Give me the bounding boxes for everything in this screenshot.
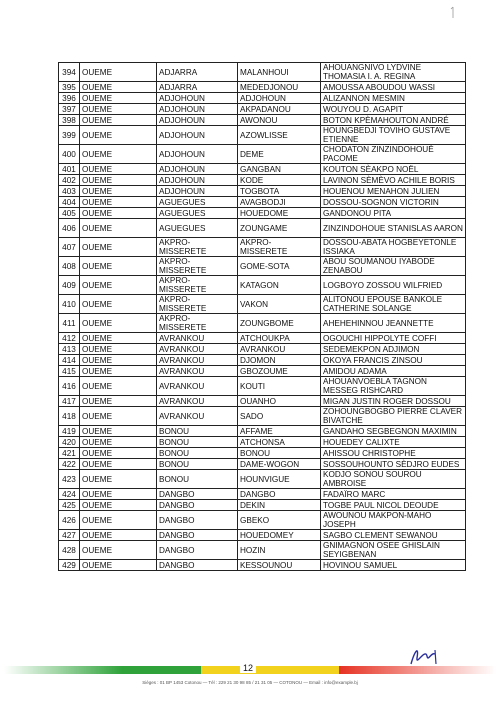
- beneficiary-name-cell: AMIDOU ADAMA: [321, 366, 466, 377]
- commune-cell: ADJOHOUN: [157, 104, 238, 115]
- beneficiary-name-cell: MIGAN JUSTIN ROGER DOSSOU: [321, 396, 466, 407]
- department-cell: OUEME: [80, 344, 157, 355]
- commune-cell: BONOU: [157, 448, 238, 459]
- village-cell: ATCHONSA: [238, 437, 321, 448]
- beneficiary-name-cell: LAVINON SÈMÈVO ACHILE BORIS: [321, 175, 466, 186]
- commune-cell: AKPRO-MISSERETE: [157, 238, 238, 257]
- commune-cell: ADJOHOUN: [157, 186, 238, 197]
- village-cell: AWONOU: [238, 115, 321, 126]
- table-row: [59, 333, 466, 344]
- commune-cell: ADJARRA: [157, 63, 238, 82]
- row-number-cell: 414: [59, 355, 80, 366]
- beneficiary-name-cell: AHISSOU CHRISTOPHE: [321, 448, 466, 459]
- department-cell: OUEME: [80, 145, 157, 164]
- table-row: [59, 208, 466, 219]
- department-cell: OUEME: [80, 238, 157, 257]
- beneficiary-name-cell: SEDEMEKPON ADJIMON: [321, 344, 466, 355]
- table-row: [59, 314, 466, 333]
- table-row: [59, 470, 466, 489]
- commune-cell: DANGBO: [157, 489, 238, 500]
- village-cell: GBOZOUME: [238, 366, 321, 377]
- table-row: [59, 355, 466, 366]
- department-cell: OUEME: [80, 511, 157, 530]
- row-number-cell: 404: [59, 197, 80, 208]
- beneficiary-name-cell: CHODATON ZINZINDOHOUÉ PACOME: [321, 145, 466, 164]
- village-cell: GOME-SOTA: [238, 257, 321, 276]
- department-cell: OUEME: [80, 115, 157, 126]
- village-cell: ZOUNGBOME: [238, 314, 321, 333]
- commune-cell: AGUEGUES: [157, 208, 238, 219]
- table-row: [59, 164, 466, 175]
- department-cell: OUEME: [80, 276, 157, 295]
- commune-cell: DANGBO: [157, 560, 238, 571]
- beneficiary-name-cell: TOGBE PAUL NICOL DEOUDE: [321, 500, 466, 511]
- table-row: [59, 63, 466, 82]
- beneficiary-name-cell: FADAÏRO MARC: [321, 489, 466, 500]
- village-cell: KOUTI: [238, 377, 321, 396]
- table-row: [59, 104, 466, 115]
- commune-cell: ADJOHOUN: [157, 115, 238, 126]
- table-row: [59, 560, 466, 571]
- village-cell: SADO: [238, 407, 321, 426]
- department-cell: OUEME: [80, 175, 157, 186]
- commune-cell: ADJOHOUN: [157, 145, 238, 164]
- commune-cell: DANGBO: [157, 511, 238, 530]
- beneficiary-name-cell: AHOUANVOEBLA TAGNON MESSEG RISHCARD: [321, 377, 466, 396]
- row-number-cell: 427: [59, 530, 80, 541]
- table-row: [59, 366, 466, 377]
- beneficiary-name-cell: KODJO SONOU SOUROU AMBROISE: [321, 470, 466, 489]
- beneficiary-name-cell: HOVINOU SAMUEL: [321, 560, 466, 571]
- beneficiary-name-cell: AHEHEHINNOU JEANNETTE: [321, 314, 466, 333]
- village-cell: BONOU: [238, 448, 321, 459]
- department-cell: OUEME: [80, 470, 157, 489]
- beneficiary-table: [58, 62, 466, 571]
- commune-cell: AVRANKOU: [157, 355, 238, 366]
- commune-cell: BONOU: [157, 470, 238, 489]
- department-cell: OUEME: [80, 219, 157, 238]
- village-cell: KESSOUNOU: [238, 560, 321, 571]
- table-row: [59, 175, 466, 186]
- row-number-cell: 429: [59, 560, 80, 571]
- commune-cell: BONOU: [157, 459, 238, 470]
- corner-mark-icon: [448, 6, 458, 20]
- row-number-cell: 417: [59, 396, 80, 407]
- band-yellow-stripe: [201, 666, 339, 674]
- village-cell: HOUNVIGUE: [238, 470, 321, 489]
- row-number-cell: 420: [59, 437, 80, 448]
- department-cell: OUEME: [80, 93, 157, 104]
- row-number-cell: 395: [59, 82, 80, 93]
- department-cell: OUEME: [80, 82, 157, 93]
- village-cell: DJOMON: [238, 355, 321, 366]
- table-row: [59, 295, 466, 314]
- table-row: [59, 197, 466, 208]
- commune-cell: AKPRO-MISSERETE: [157, 295, 238, 314]
- beneficiary-name-cell: BOTON KPÈMAHOUTON ANDRÉ: [321, 115, 466, 126]
- row-number-cell: 421: [59, 448, 80, 459]
- department-cell: OUEME: [80, 186, 157, 197]
- beneficiary-name-cell: HOUEDEY CALIXTE: [321, 437, 466, 448]
- row-number-cell: 406: [59, 219, 80, 238]
- beneficiary-name-cell: GNIMAGNON OSEE GHISLAIN SEYIGBENAN: [321, 541, 466, 560]
- row-number-cell: 394: [59, 63, 80, 82]
- commune-cell: ADJOHOUN: [157, 93, 238, 104]
- row-number-cell: 411: [59, 314, 80, 333]
- village-cell: ZOUNGAME: [238, 219, 321, 238]
- beneficiary-name-cell: OKOYA FRANCIS ZINSOU: [321, 355, 466, 366]
- table-row: [59, 186, 466, 197]
- table-row: [59, 407, 466, 426]
- village-cell: TOGBOTA: [238, 186, 321, 197]
- village-cell: DANGBO: [238, 489, 321, 500]
- table-row: [59, 437, 466, 448]
- village-cell: HOZIN: [238, 541, 321, 560]
- table-row: [59, 219, 466, 238]
- department-cell: OUEME: [80, 164, 157, 175]
- village-cell: HOUEDOMEY: [238, 530, 321, 541]
- beneficiary-name-cell: AWOUNOU MAKPON-MAHO JOSEPH: [321, 511, 466, 530]
- village-cell: ATCHOUKPA: [238, 333, 321, 344]
- beneficiary-name-cell: HOUNGBEDJI TOVIHO GUSTAVE ETIENNE: [321, 126, 466, 145]
- beneficiary-name-cell: SOSSOUHOUNTO SÈDJRO EUDES: [321, 459, 466, 470]
- village-cell: DAME-WOGON: [238, 459, 321, 470]
- row-number-cell: 398: [59, 115, 80, 126]
- commune-cell: DANGBO: [157, 541, 238, 560]
- village-cell: KATAGON: [238, 276, 321, 295]
- table-row: [59, 541, 466, 560]
- commune-cell: AVRANKOU: [157, 407, 238, 426]
- row-number-cell: 418: [59, 407, 80, 426]
- table-row: [59, 257, 466, 276]
- band-green-stripe: [4, 666, 201, 674]
- department-cell: OUEME: [80, 459, 157, 470]
- commune-cell: DANGBO: [157, 530, 238, 541]
- commune-cell: AGUEGUES: [157, 197, 238, 208]
- commune-cell: ADJARRA: [157, 82, 238, 93]
- commune-cell: AKPRO-MISSERETE: [157, 257, 238, 276]
- village-cell: AKPADANOU: [238, 104, 321, 115]
- department-cell: OUEME: [80, 426, 157, 437]
- row-number-cell: 402: [59, 175, 80, 186]
- village-cell: AFFAME: [238, 426, 321, 437]
- row-number-cell: 407: [59, 238, 80, 257]
- table-row: [59, 459, 466, 470]
- row-number-cell: 416: [59, 377, 80, 396]
- commune-cell: ADJOHOUN: [157, 126, 238, 145]
- village-cell: AKPRO-MISSERETE: [238, 238, 321, 257]
- commune-cell: AVRANKOU: [157, 377, 238, 396]
- beneficiary-name-cell: DOSSOU-ABATA HOGBEYETONLE ISSIAKA: [321, 238, 466, 257]
- table-row: [59, 126, 466, 145]
- beneficiary-name-cell: SAGBO CLEMENT SEWANOU: [321, 530, 466, 541]
- table-row: [59, 93, 466, 104]
- department-cell: OUEME: [80, 407, 157, 426]
- village-cell: MALANHOUI: [238, 63, 321, 82]
- commune-cell: ADJOHOUN: [157, 164, 238, 175]
- table-row: [59, 448, 466, 459]
- row-number-cell: 419: [59, 426, 80, 437]
- beneficiary-name-cell: ABOU SOUMANOU IYABODE ZENABOU: [321, 257, 466, 276]
- commune-cell: DANGBO: [157, 500, 238, 511]
- row-number-cell: 428: [59, 541, 80, 560]
- commune-cell: BONOU: [157, 437, 238, 448]
- beneficiary-name-cell: OGOUCHI HIPPOLYTE COFFI: [321, 333, 466, 344]
- commune-cell: AVRANKOU: [157, 366, 238, 377]
- department-cell: OUEME: [80, 197, 157, 208]
- commune-cell: AKPRO-MISSERETE: [157, 314, 238, 333]
- department-cell: OUEME: [80, 377, 157, 396]
- row-number-cell: 400: [59, 145, 80, 164]
- row-number-cell: 397: [59, 104, 80, 115]
- row-number-cell: 396: [59, 93, 80, 104]
- beneficiary-name-cell: GANDONOU PITA: [321, 208, 466, 219]
- table-row: [59, 82, 466, 93]
- commune-cell: AGUEGUES: [157, 219, 238, 238]
- beneficiary-name-cell: AHOUANGNIVO LYDVINE THOMASIA I. A. REGINA: [321, 63, 466, 82]
- beneficiary-name-cell: WOUYOU D. AGAPIT: [321, 104, 466, 115]
- table-body: [59, 63, 466, 571]
- table-row: [59, 500, 466, 511]
- department-cell: OUEME: [80, 355, 157, 366]
- department-cell: OUEME: [80, 257, 157, 276]
- beneficiary-name-cell: ALIZANNON MESMIN: [321, 93, 466, 104]
- commune-cell: ADJOHOUN: [157, 175, 238, 186]
- department-cell: OUEME: [80, 295, 157, 314]
- table-row: [59, 377, 466, 396]
- village-cell: MEDEDJONOU: [238, 82, 321, 93]
- beneficiary-name-cell: LOGBOYO ZOSSOU WILFRIED: [321, 276, 466, 295]
- village-cell: GBEKO: [238, 511, 321, 530]
- department-cell: OUEME: [80, 63, 157, 82]
- department-cell: OUEME: [80, 500, 157, 511]
- department-cell: OUEME: [80, 489, 157, 500]
- beneficiary-name-cell: ZOHOUNGBOGBO PIERRE CLAVER BIVATCHE: [321, 407, 466, 426]
- village-cell: AZOWLISSE: [238, 126, 321, 145]
- footer-contact-line: Sièges : 01 BP 1453 Cotonou — Tél : 229 21 30 98 85 / 21 31 05 — COTONOU — Email : info@example.bj: [142, 680, 358, 685]
- row-number-cell: 423: [59, 470, 80, 489]
- beneficiary-name-cell: AMOUSSA ABOUDOU WASSI: [321, 82, 466, 93]
- row-number-cell: 410: [59, 295, 80, 314]
- department-cell: OUEME: [80, 437, 157, 448]
- table-row: [59, 238, 466, 257]
- department-cell: OUEME: [80, 333, 157, 344]
- department-cell: OUEME: [80, 126, 157, 145]
- table-row: [59, 426, 466, 437]
- commune-cell: AVRANKOU: [157, 344, 238, 355]
- row-number-cell: 426: [59, 511, 80, 530]
- department-cell: OUEME: [80, 314, 157, 333]
- table-row: [59, 511, 466, 530]
- village-cell: DEME: [238, 145, 321, 164]
- department-cell: OUEME: [80, 560, 157, 571]
- table-row: [59, 145, 466, 164]
- commune-cell: AKPRO-MISSERETE: [157, 276, 238, 295]
- department-cell: OUEME: [80, 208, 157, 219]
- row-number-cell: 415: [59, 366, 80, 377]
- row-number-cell: 409: [59, 276, 80, 295]
- table-row: [59, 276, 466, 295]
- table-row: [59, 489, 466, 500]
- beneficiary-name-cell: HOUENOU MENAHON JULIEN: [321, 186, 466, 197]
- village-cell: VAKON: [238, 295, 321, 314]
- commune-cell: AVRANKOU: [157, 333, 238, 344]
- row-number-cell: 422: [59, 459, 80, 470]
- row-number-cell: 408: [59, 257, 80, 276]
- village-cell: AVAGBODJI: [238, 197, 321, 208]
- row-number-cell: 425: [59, 500, 80, 511]
- beneficiary-name-cell: KOUTON SÈAKPO NOËL: [321, 164, 466, 175]
- department-cell: OUEME: [80, 366, 157, 377]
- table-row: [59, 344, 466, 355]
- beneficiary-name-cell: ZINZINDOHOUE STANISLAS AARON: [321, 219, 466, 238]
- row-number-cell: 424: [59, 489, 80, 500]
- row-number-cell: 412: [59, 333, 80, 344]
- village-cell: KODE: [238, 175, 321, 186]
- table-row: [59, 115, 466, 126]
- row-number-cell: 403: [59, 186, 80, 197]
- department-cell: OUEME: [80, 448, 157, 459]
- village-cell: AVRANKOU: [238, 344, 321, 355]
- commune-cell: BONOU: [157, 426, 238, 437]
- department-cell: OUEME: [80, 104, 157, 115]
- beneficiary-name-cell: DOSSOU-SOGNON VICTORIN: [321, 197, 466, 208]
- village-cell: OUANHO: [238, 396, 321, 407]
- department-cell: OUEME: [80, 530, 157, 541]
- department-cell: OUEME: [80, 541, 157, 560]
- row-number-cell: 399: [59, 126, 80, 145]
- beneficiary-name-cell: ALITONOU EPOUSE BANKOLE CATHERINE SOLANGE: [321, 295, 466, 314]
- village-cell: HOUEDOME: [238, 208, 321, 219]
- commune-cell: AVRANKOU: [157, 396, 238, 407]
- beneficiary-name-cell: GANDAHO SEGBEGNON MAXIMIN: [321, 426, 466, 437]
- village-cell: GANGBAN: [238, 164, 321, 175]
- department-cell: OUEME: [80, 396, 157, 407]
- row-number-cell: 405: [59, 208, 80, 219]
- page-number: 12: [240, 663, 256, 673]
- table-row: [59, 396, 466, 407]
- row-number-cell: 401: [59, 164, 80, 175]
- village-cell: DEKIN: [238, 500, 321, 511]
- village-cell: ADJOHOUN: [238, 93, 321, 104]
- signature-icon: [405, 642, 445, 672]
- row-number-cell: 413: [59, 344, 80, 355]
- table-row: [59, 530, 466, 541]
